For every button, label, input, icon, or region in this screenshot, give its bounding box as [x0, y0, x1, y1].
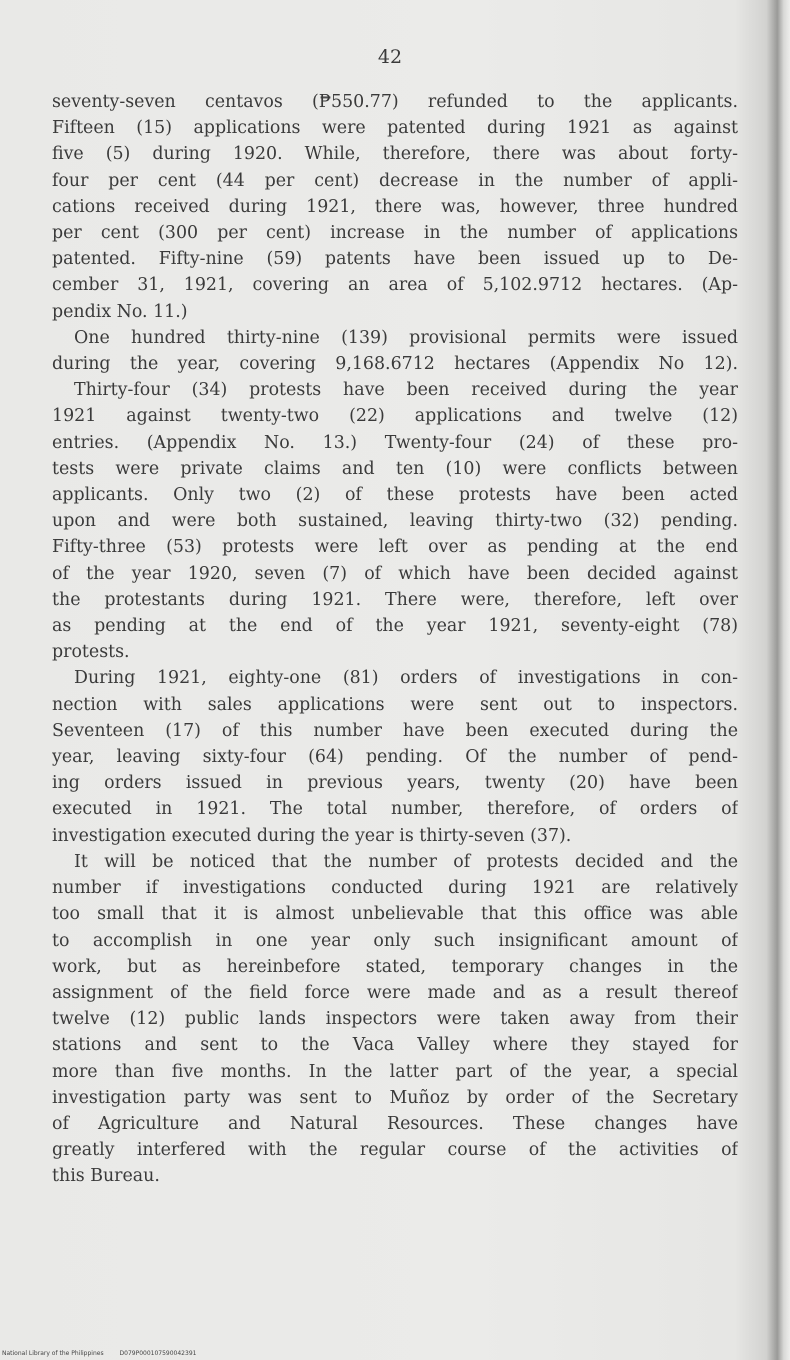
text-line: upon and were both sustained, leaving thirty-two (32) pending.: [52, 511, 738, 532]
text-line: Thirty-four (34) protests have been received during the year: [74, 380, 738, 401]
body-text: [52, 89, 738, 1190]
text-line: number if investigations conducted during 1921 are relatively: [52, 878, 738, 899]
text-line: assignment of the field force were made and as a result thereof: [52, 982, 738, 1003]
text-line: ing orders issued in previous years, twenty (20) have been: [52, 773, 738, 794]
paragraph: [52, 377, 738, 665]
text-line: during the year, covering 9,168.6712 hectares (Appendix No 12).: [52, 354, 738, 375]
text-line: work, but as hereinbefore stated, temporary changes in the: [52, 956, 738, 977]
text-line: four per cent (44 per cent) decrease in the number of appli-: [52, 170, 738, 191]
text-line: Fifteen (15) applications were patented during 1921 as against: [52, 118, 738, 139]
library-credit: National Library of the Philippines: [2, 1350, 104, 1357]
scan-footer: [2, 1350, 210, 1357]
paragraph: [52, 665, 738, 848]
text-line: Seventeen (17) of this number have been executed during the: [52, 720, 738, 741]
text-line: of the year 1920, seven (7) of which have been decided against: [52, 563, 738, 584]
text-line: protests.: [52, 642, 130, 663]
text-line: more than five months. In the latter part of the year, a special: [52, 1061, 738, 1082]
text-line: stations and sent to the Vaca Valley where they stayed for: [52, 1035, 738, 1056]
text-line: cember 31, 1921, covering an area of 5,102.9712 hectares. (Ap-: [52, 275, 738, 296]
text-line: 1921 against twenty-two (22) applications and twelve (12): [52, 406, 738, 427]
paragraph: [52, 89, 738, 325]
text-line: executed in 1921. The total number, therefore, of orders of: [52, 799, 738, 820]
text-line: of Agriculture and Natural Resources. These changes have: [52, 1113, 738, 1134]
text-line: Fifty-three (53) protests were left over as pending at the end: [52, 537, 738, 558]
text-line: One hundred thirty-nine (139) provisional permits were issued: [74, 327, 738, 348]
text-line: entries. (Appendix No. 13.) Twenty-four (24) of these pro-: [52, 432, 738, 453]
text-line: investigation executed during the year is thirty-seven (37).: [52, 825, 572, 846]
text-line: greatly interfered with the regular course of the activities of: [52, 1140, 738, 1161]
text-line: too small that it is almost unbelievable that this office was able: [52, 904, 738, 925]
text-line: cations received during 1921, there was, however, three hundred: [52, 196, 738, 217]
text-line: seventy-seven centavos (₱550.77) refunded to the applicants.: [52, 92, 738, 112]
text-line: five (5) during 1920. While, therefore, there was about forty-: [52, 144, 738, 165]
text-line: nection with sales applications were sent out to inspectors.: [52, 694, 738, 715]
text-line: to accomplish in one year only such insignificant amount of: [52, 930, 738, 951]
text-line: applicants. Only two (2) of these protests have been acted: [52, 485, 738, 506]
text-line: It will be noticed that the number of protests decided and the: [74, 851, 738, 872]
text-line: year, leaving sixty-four (64) pending. Of the number of pend-: [52, 747, 738, 768]
scan-code: D079P000107590042391: [119, 1350, 197, 1357]
page-number: 42: [377, 46, 403, 68]
text-line: tests were private claims and ten (10) were conflicts between: [52, 458, 738, 479]
text-line: pendix No. 11.): [52, 301, 188, 322]
paragraph: [52, 849, 738, 1190]
text-line: twelve (12) public lands inspectors were taken away from their: [52, 1009, 738, 1030]
text-line: the protestants during 1921. There were, therefore, left over: [52, 589, 738, 610]
text-line: this Bureau.: [52, 1166, 160, 1187]
text-line: During 1921, eighty-one (81) orders of investigations in con-: [74, 668, 738, 689]
text-line: investigation party was sent to Muñoz by order of the Secretary: [52, 1087, 738, 1108]
paragraph: [52, 325, 738, 377]
text-line: as pending at the end of the year 1921, seventy-eight (78): [52, 616, 738, 637]
text-line: patented. Fifty-nine (59) patents have been issued up to De-: [52, 249, 738, 270]
text-line: per cent (300 per cent) increase in the number of applications: [52, 223, 738, 244]
